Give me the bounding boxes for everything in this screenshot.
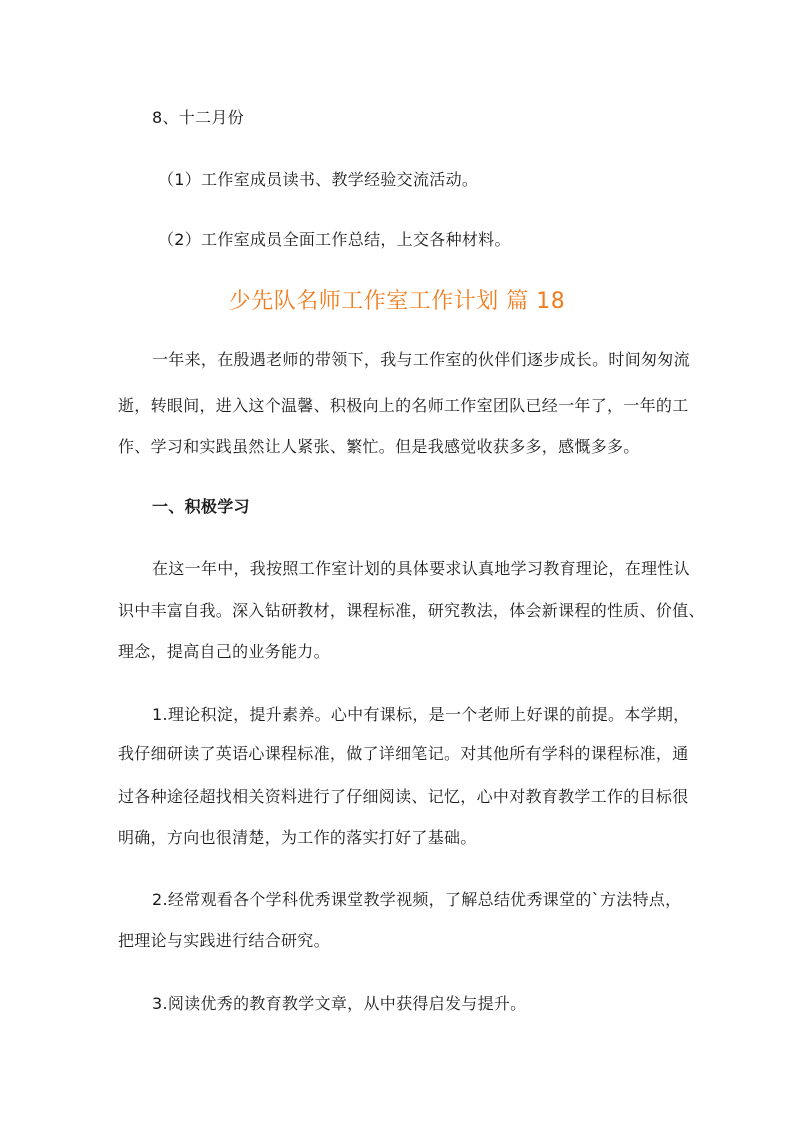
- article-title: 少先队名师工作室工作计划 篇 18: [228, 289, 566, 314]
- point1-line-3: 过各种途径超找相关资料进行了仔细阅读、记忆，心中对教育教学工作的目标很: [118, 787, 689, 806]
- point3-line-1: 3.阅读优秀的教育教学文章，从中获得启发与提升。: [152, 994, 527, 1013]
- section-intro-line-3: 理念，提高自己的业务能力。: [118, 642, 330, 661]
- section-intro-line-1: 在这一年中，我按照工作室计划的具体要求认真地学习教育理论，在理性认: [152, 559, 690, 578]
- month-heading: 8、十二月份: [152, 108, 244, 127]
- point1-line-1: 1.理论积淀，提升素养。心中有课标，是一个老师上好课的前提。本学期，: [152, 705, 690, 724]
- point1-line-2: 我仔细研读了英语心课程标准，做了详细笔记。对其他所有学科的课程标准，通: [118, 744, 689, 763]
- intro-line-3: 作、学习和实践虽然让人紧张、繁忙。但是我感觉收获多多，感慨多多。: [118, 437, 640, 456]
- month-item-2: （2）工作室成员全面工作总结，上交各种材料。: [158, 230, 511, 249]
- point2-line-1: 2.经常观看各个学科优秀课堂教学视频，了解总结优秀课堂的`方法特点，: [152, 890, 682, 909]
- section-intro-line-2: 识中丰富自我。深入钻研教材，课程标准，研究教法，体会新课程的性质、价值、: [118, 601, 705, 620]
- point1-line-4: 明确，方向也很清楚，为工作的落实打好了基础。: [118, 828, 477, 847]
- section-heading: 一、积极学习: [152, 497, 250, 516]
- intro-line-1: 一年来，在殷遇老师的带领下，我与工作室的伙伴们逐步成长。时间匆匆流: [152, 350, 690, 369]
- month-item-1: （1）工作室成员读书、教学经验交流活动。: [158, 170, 479, 189]
- intro-line-2: 逝，转眼间，进入这个温馨、积极向上的名师工作室团队已经一年了，一年的工: [118, 396, 689, 415]
- point2-line-2: 把理论与实践进行结合研究。: [118, 931, 330, 950]
